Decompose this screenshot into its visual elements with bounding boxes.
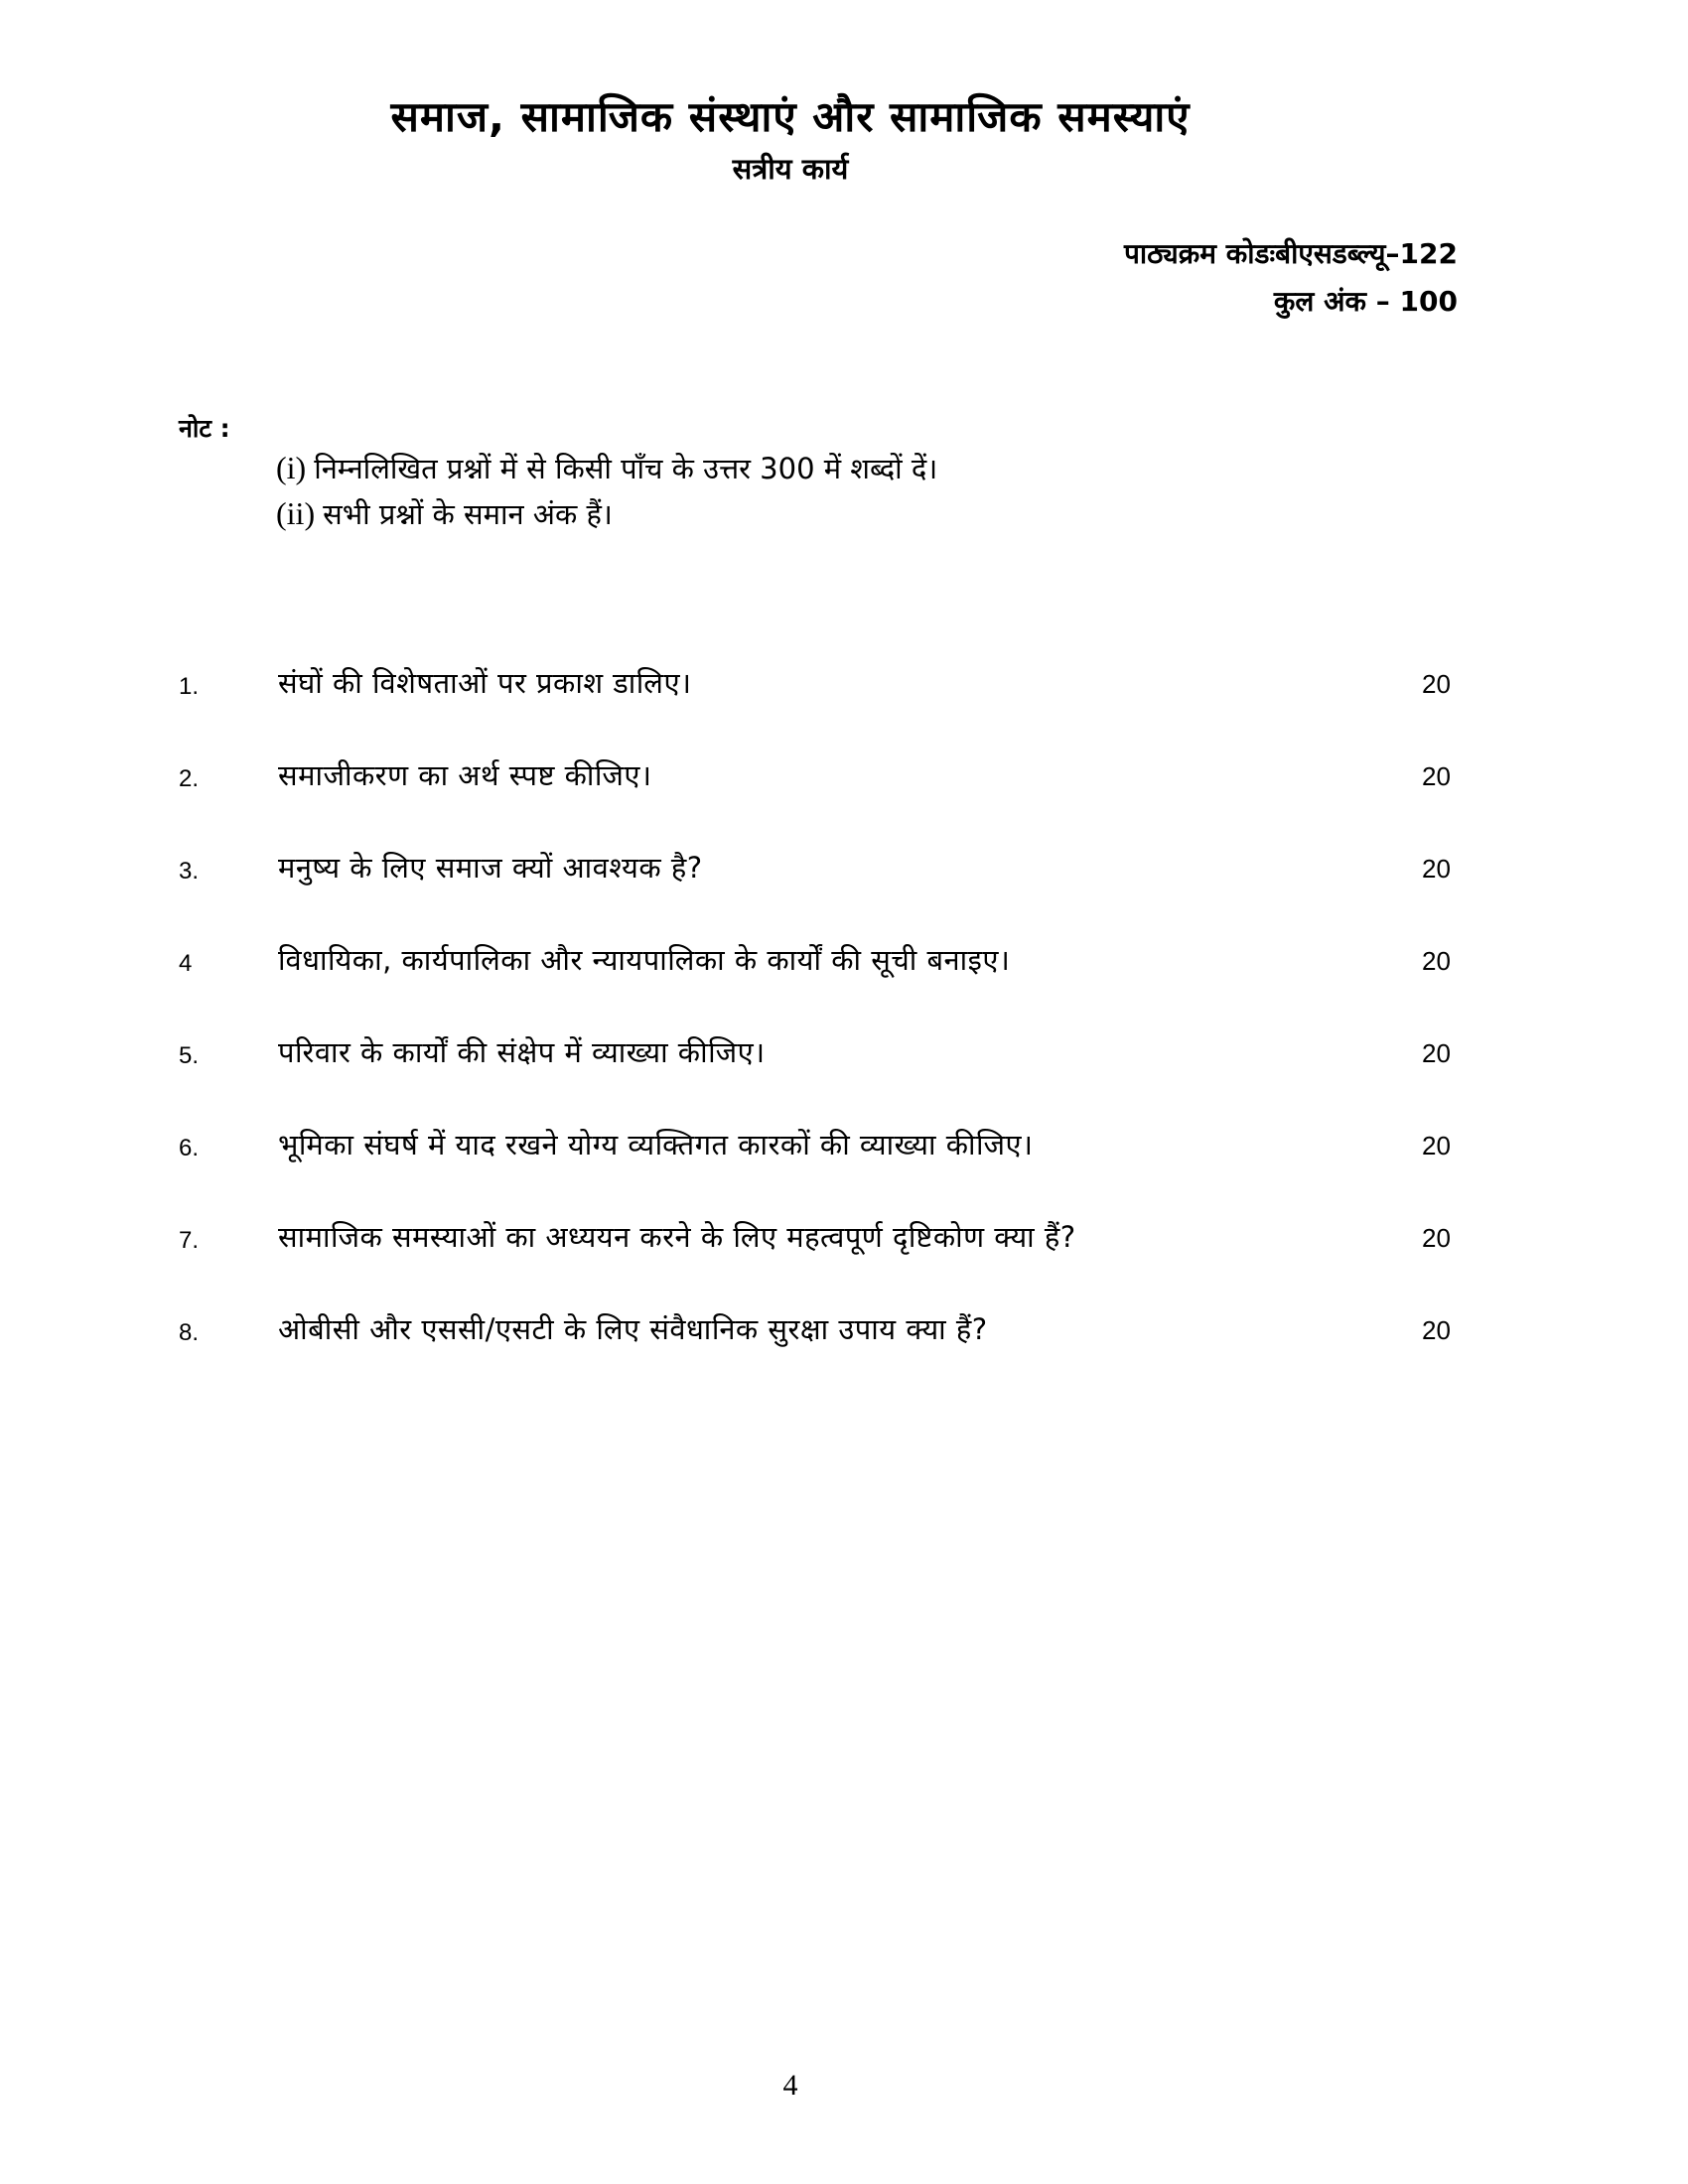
question-number: 7. xyxy=(179,1227,200,1254)
document-title: समाज, सामाजिक संस्थाएं और सामाजिक समस्याएं xyxy=(390,92,1191,141)
question-marks: 20 xyxy=(1422,1038,1451,1068)
question-text: मनुष्य के लिए समाज क्यों आवश्यक है? xyxy=(278,851,703,885)
question-row xyxy=(0,755,1688,805)
question-marks: 20 xyxy=(1422,854,1451,884)
note-label: नोट : xyxy=(179,414,230,443)
question-marks: 20 xyxy=(1422,1315,1451,1345)
question-row xyxy=(0,663,1688,713)
note-item xyxy=(276,494,613,533)
question-text: संघों की विशेषताओं पर प्रकाश डालिए। xyxy=(278,666,692,700)
note-item-roman: (i) xyxy=(276,450,307,485)
question-number: 3. xyxy=(179,858,200,885)
question-text: समाजीकरण का अर्थ स्पष्ट कीजिए। xyxy=(278,758,652,792)
course-code: पाठ्यक्रम कोडःबीएसडब्ल्यू–122 xyxy=(1124,237,1458,270)
question-number: 5. xyxy=(179,1042,200,1069)
note-item-text: निम्नलिखित प्रश्नों में से किसी पाँच के उत्तर 300 में शब्दों दें। xyxy=(314,452,938,485)
question-row xyxy=(0,1309,1688,1359)
total-marks: कुल अंक – 100 xyxy=(1273,285,1458,318)
question-number: 6. xyxy=(179,1135,200,1161)
question-number: 8. xyxy=(179,1319,200,1346)
question-row xyxy=(0,1125,1688,1174)
question-marks: 20 xyxy=(1422,1131,1451,1160)
question-marks: 20 xyxy=(1422,761,1451,791)
question-row xyxy=(0,1032,1688,1082)
question-text: ओबीसी और एससी/एसटी के लिए संवैधानिक सुरक्षा उपाय क्या हैं? xyxy=(278,1312,988,1346)
question-number: 4 xyxy=(179,950,193,977)
question-text: सामाजिक समस्याओं का अध्ययन करने के लिए महत्वपूर्ण दृष्टिकोण क्या हैं? xyxy=(278,1220,1076,1254)
question-row xyxy=(0,848,1688,897)
question-marks: 20 xyxy=(1422,1223,1451,1253)
question-number: 2. xyxy=(179,765,200,792)
note-item-roman: (ii) xyxy=(276,495,316,531)
document-subtitle: सत्रीय कार्य xyxy=(732,152,849,186)
note-item-text: सभी प्रश्नों के समान अंक हैं। xyxy=(323,497,613,531)
question-marks: 20 xyxy=(1422,669,1451,699)
page-number: 4 xyxy=(782,2069,798,2102)
question-row xyxy=(0,940,1688,990)
question-number: 1. xyxy=(179,673,200,700)
question-text: विधायिका, कार्यपालिका और न्यायपालिका के कार्यों की सूची बनाइए। xyxy=(278,943,1011,977)
question-marks: 20 xyxy=(1422,946,1451,976)
question-text: भूमिका संघर्ष में याद रखने योग्य व्यक्तिगत कारकों की व्याख्या कीजिए। xyxy=(278,1128,1034,1161)
question-text: परिवार के कार्यों की संक्षेप में व्याख्या कीजिए। xyxy=(278,1035,766,1069)
note-item xyxy=(276,449,937,487)
question-row xyxy=(0,1217,1688,1267)
